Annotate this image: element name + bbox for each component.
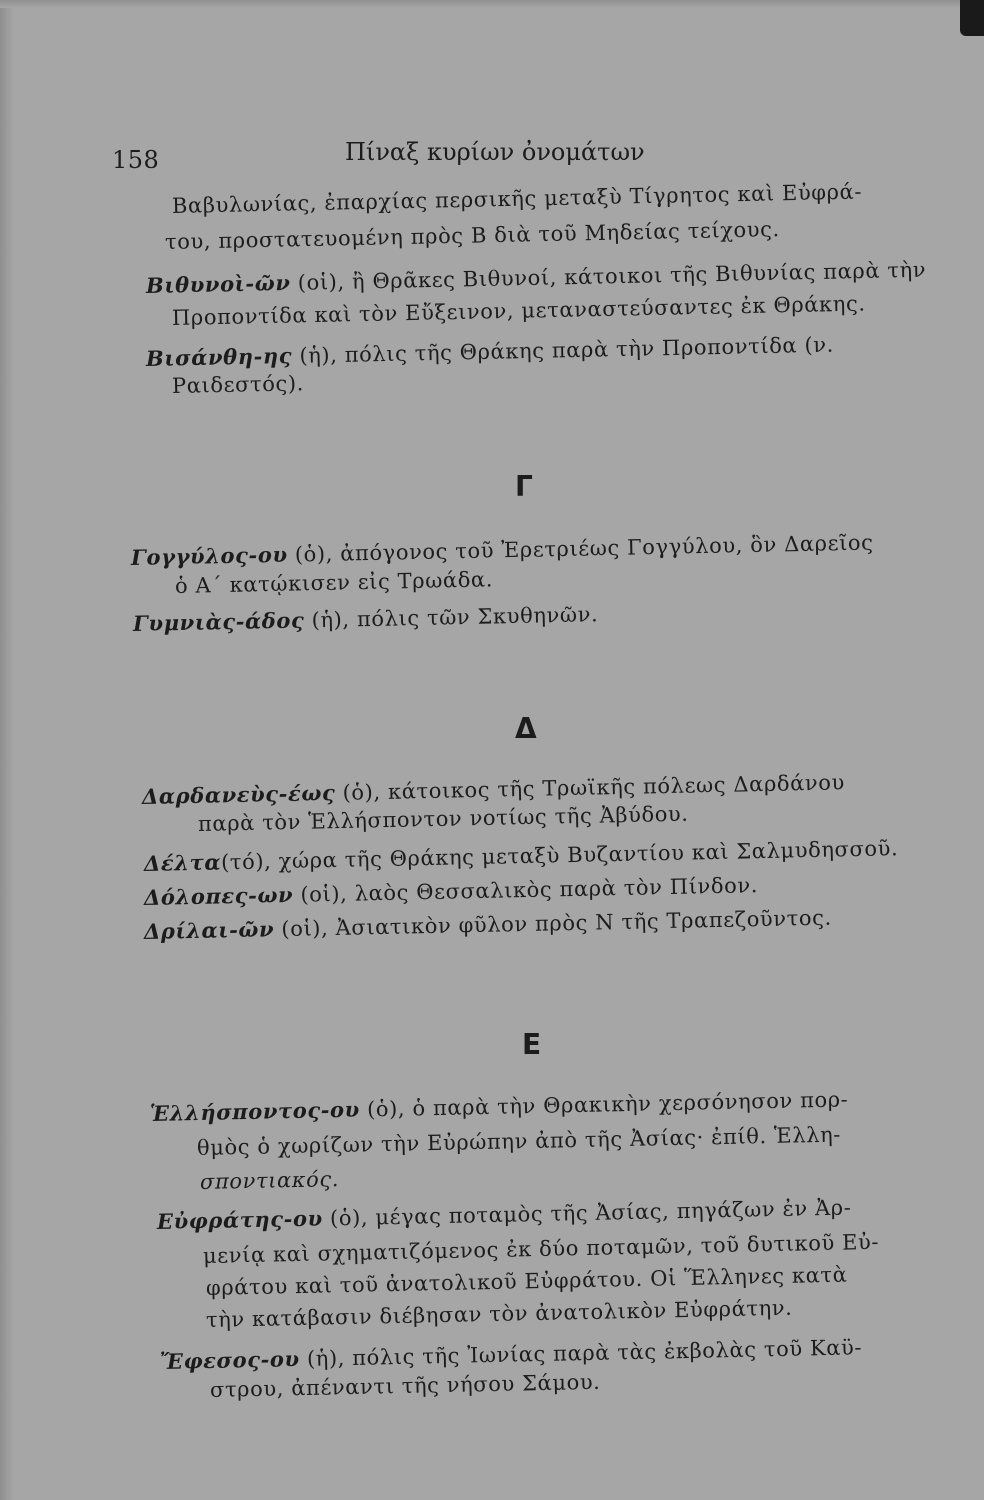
entry-line: φράτου καὶ τοῦ ἀνατολικοῦ Εὐφράτου. Οἱ Ἕλληνες κατὰ bbox=[205, 1262, 848, 1300]
section-letter: Δ bbox=[515, 712, 537, 745]
entry-line: Βαβυλωνίας, ἐπαρχίας περσικῆς μεταξὺ Τίγρητος καὶ Εὐφρά- bbox=[171, 179, 863, 218]
entry-line: Δόλοπες-ων (οἱ), λαὸς Θεσσαλικὸς παρὰ τὸν Πίνδον. bbox=[143, 873, 759, 910]
section-letter: Γ bbox=[515, 470, 533, 503]
top-edge-shadow bbox=[0, 0, 984, 8]
entry-line: Δρίλαι-ῶν (οἱ), Ἀσιατικὸν φῦλον πρὸς Ν τῆς Τραπεζοῦντος. bbox=[143, 905, 832, 944]
entry-line: Δαρδανεὺς-έως (ὁ), κάτοικος τῆς Τρωϊκῆς πόλεως Δαρδάνου bbox=[141, 770, 846, 809]
entry-line: τὴν κατάβασιν διέβησαν τὸν ἀνατολικὸν Εὐφράτην. bbox=[205, 1295, 793, 1332]
entry-line: στρου, ἀπέναντι τῆς νήσου Σάμου. bbox=[209, 1369, 601, 1402]
entry-line: ὁ Α΄ κατῴκισεν εἰς Τρωάδα. bbox=[174, 567, 494, 598]
entry-line: μενίᾳ καὶ σχηματιζόμενος ἐκ δύο ποταμῶν, τοῦ δυτικοῦ Εὐ- bbox=[202, 1229, 880, 1268]
entry-line: θμὸς ὁ χωρίζων τὴν Εὐρώπην ἀπὸ τῆς Ἀσίας· ἐπίθ. Ἑλλη- bbox=[196, 1122, 842, 1160]
corner-tab-mark bbox=[960, 0, 984, 36]
binding-edge bbox=[0, 0, 14, 1500]
entry-line: σποντιακός. bbox=[199, 1167, 340, 1194]
entry-line: παρὰ τὸν Ἑλλήσποντον νοτίως τῆς Ἀβύδου. bbox=[197, 801, 689, 836]
entry-line: Ἑλλήσποντος-ου (ὁ), ὁ παρὰ τὴν Θρακικὴν χερσόνησον πορ- bbox=[149, 1087, 849, 1126]
entry-line: Εὐφράτης-ου (ὁ), μέγας ποταμὸς τῆς Ἀσίας, πηγάζων ἐν Ἀρ- bbox=[156, 1195, 852, 1234]
entry-line: του, προστατευομένη πρὸς Β διὰ τοῦ Μηδείας τείχους. bbox=[164, 217, 781, 254]
entry-line: Γυμνιὰς-άδος (ἡ), πόλις τῶν Σκυθηνῶν. bbox=[132, 602, 599, 636]
entry-line: Ραιδεστός). bbox=[171, 371, 305, 398]
section-letter: Ε bbox=[522, 1028, 542, 1061]
entry-line: Γογγύλος-ου (ὁ), ἀπόγονος τοῦ Ἐρετριέως Γογγύλου, ὃν Δαρεῖος bbox=[130, 530, 874, 570]
entry-line: Προποντίδα καὶ τὸν Εὔξεινον, μεταναστεύσαντες ἐκ Θράκης. bbox=[171, 291, 866, 330]
running-head: Πίναξ κυρίων ὀνομάτων bbox=[345, 138, 645, 166]
entry-line: Ἔφεσος-ου (ἡ), πόλις τῆς Ἰωνίας παρὰ τὰς ἐκβολὰς τοῦ Καϋ- bbox=[159, 1335, 863, 1374]
entry-line: Δέλτα(τό), χώρα τῆς Θράκης μεταξὺ Βυζαντίου καὶ Σαλμυδησσοῦ. bbox=[143, 836, 899, 876]
entry-line: Βισάνθη-ης (ἡ), πόλις τῆς Θράκης παρὰ τὴν Προποντίδα (ν. bbox=[145, 332, 835, 371]
entry-line: Βιθυνοὶ-ῶν (οἱ), ἢ Θρᾶκες Βιθυνοί, κάτοικοι τῆς Βιθυνίας παρὰ τὴν bbox=[145, 257, 927, 298]
page-number: 158 bbox=[112, 146, 160, 174]
